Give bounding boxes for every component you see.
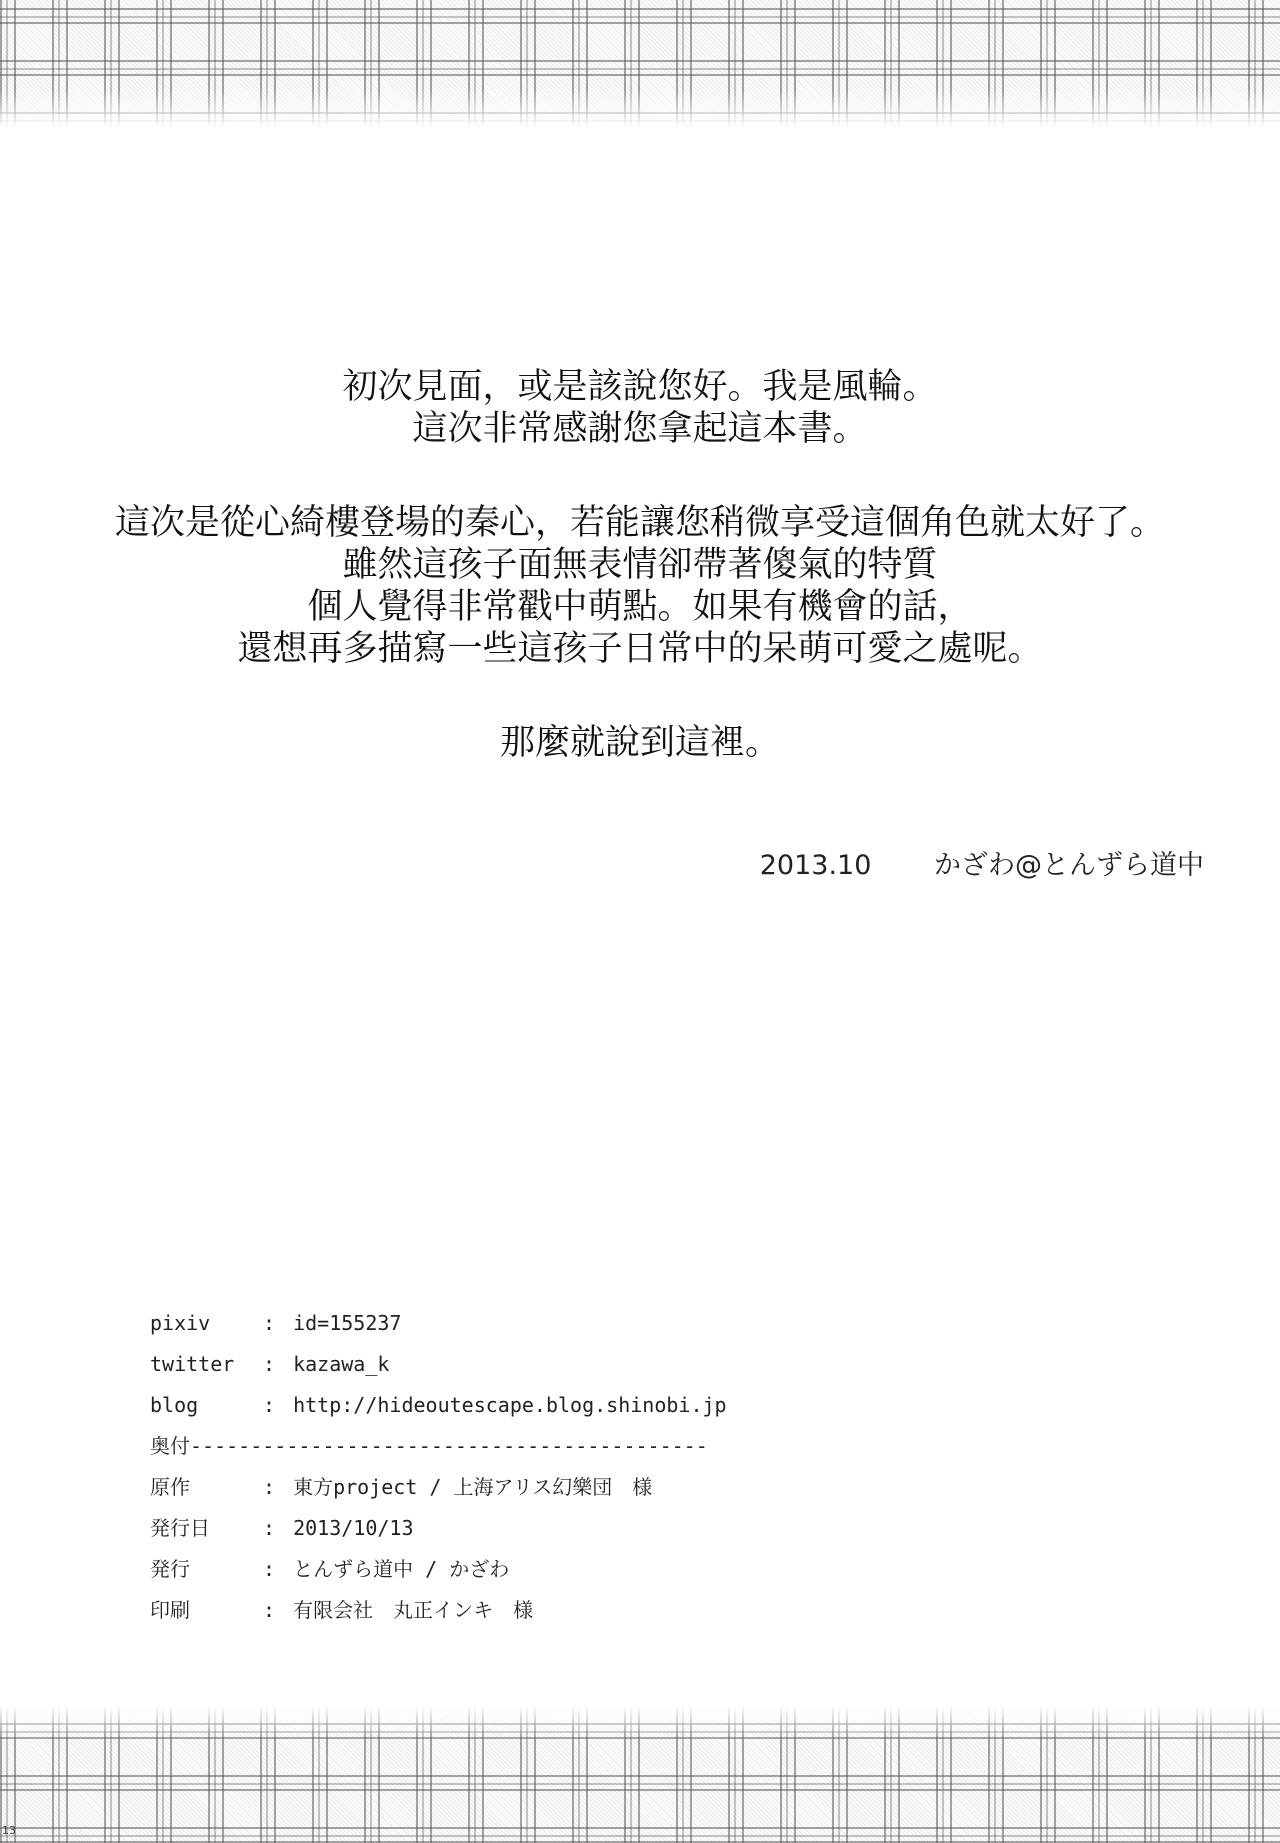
- twitter-label: twitter: [150, 1352, 235, 1376]
- printer-value: 有限会社 丸正インキ 様: [293, 1598, 534, 1622]
- paragraph-gap: [0, 670, 1280, 722]
- plaid-border-top: [0, 0, 1280, 128]
- separator: :: [263, 1475, 276, 1499]
- afterword-line-2: 這次非常感謝您拿起這本書。: [412, 409, 868, 449]
- signature: [760, 843, 1204, 882]
- twitter-row: [150, 1344, 727, 1385]
- afterword-line-5: 個人覺得非常戳中萌點。如果有機會的話，: [307, 587, 973, 627]
- pixiv-id: id=155237: [293, 1311, 402, 1335]
- original-label: 原作: [150, 1475, 190, 1499]
- pixiv-row: [150, 1303, 727, 1344]
- pixiv-label: pixiv: [150, 1311, 211, 1335]
- afterword-line-6: 還想再多描寫一些這孩子日常中的呆萌可愛之處呢。: [237, 629, 1043, 669]
- original-value: 東方project / 上海アリス幻樂団 様: [293, 1475, 653, 1499]
- afterword-line-7: 那麼就說到這裡。: [499, 723, 780, 763]
- blog-url: http://hideoutescape.blog.shinobi.jp: [293, 1393, 727, 1417]
- signature-date: 2013.10: [759, 850, 872, 881]
- twitter-handle: kazawa_k: [293, 1352, 390, 1376]
- blog-label: blog: [150, 1393, 199, 1417]
- issued-date-label: 発行日: [150, 1516, 210, 1540]
- printer-label: 印刷: [150, 1598, 190, 1622]
- issued-date-value: 2013/10/13: [293, 1516, 414, 1540]
- separator: :: [263, 1311, 276, 1335]
- publisher-row: [150, 1549, 727, 1590]
- afterword-line-3: 這次是從心綺樓登場的秦心，若能讓您稍微享受這個角色就太好了。: [114, 503, 1165, 543]
- separator: :: [263, 1352, 276, 1376]
- issued-date-row: [150, 1508, 727, 1549]
- paragraph-gap: [0, 450, 1280, 502]
- page-number: 13: [2, 1824, 16, 1837]
- separator: :: [263, 1516, 276, 1540]
- plaid-border-bottom: [0, 1705, 1280, 1843]
- signature-author: かざわ@とんずら道中: [934, 850, 1204, 881]
- printer-row: [150, 1590, 727, 1631]
- afterword-line-4: 雖然這孩子面無表情卻帶著傻氣的特質: [342, 545, 938, 585]
- separator: :: [263, 1557, 276, 1581]
- publisher-value: とんずら道中 / かざわ: [293, 1557, 510, 1581]
- separator: :: [263, 1598, 276, 1622]
- blog-row: [150, 1385, 727, 1426]
- original-row: [150, 1467, 727, 1508]
- colophon-header: 奥付-------------------------------------------: [150, 1434, 708, 1458]
- afterword-message: [0, 366, 1280, 764]
- afterword-line-1: 初次見面，或是該說您好。我是風輪。: [342, 367, 938, 407]
- info-block: [150, 1303, 727, 1631]
- publisher-label: 発行: [150, 1557, 190, 1581]
- separator: :: [263, 1393, 276, 1417]
